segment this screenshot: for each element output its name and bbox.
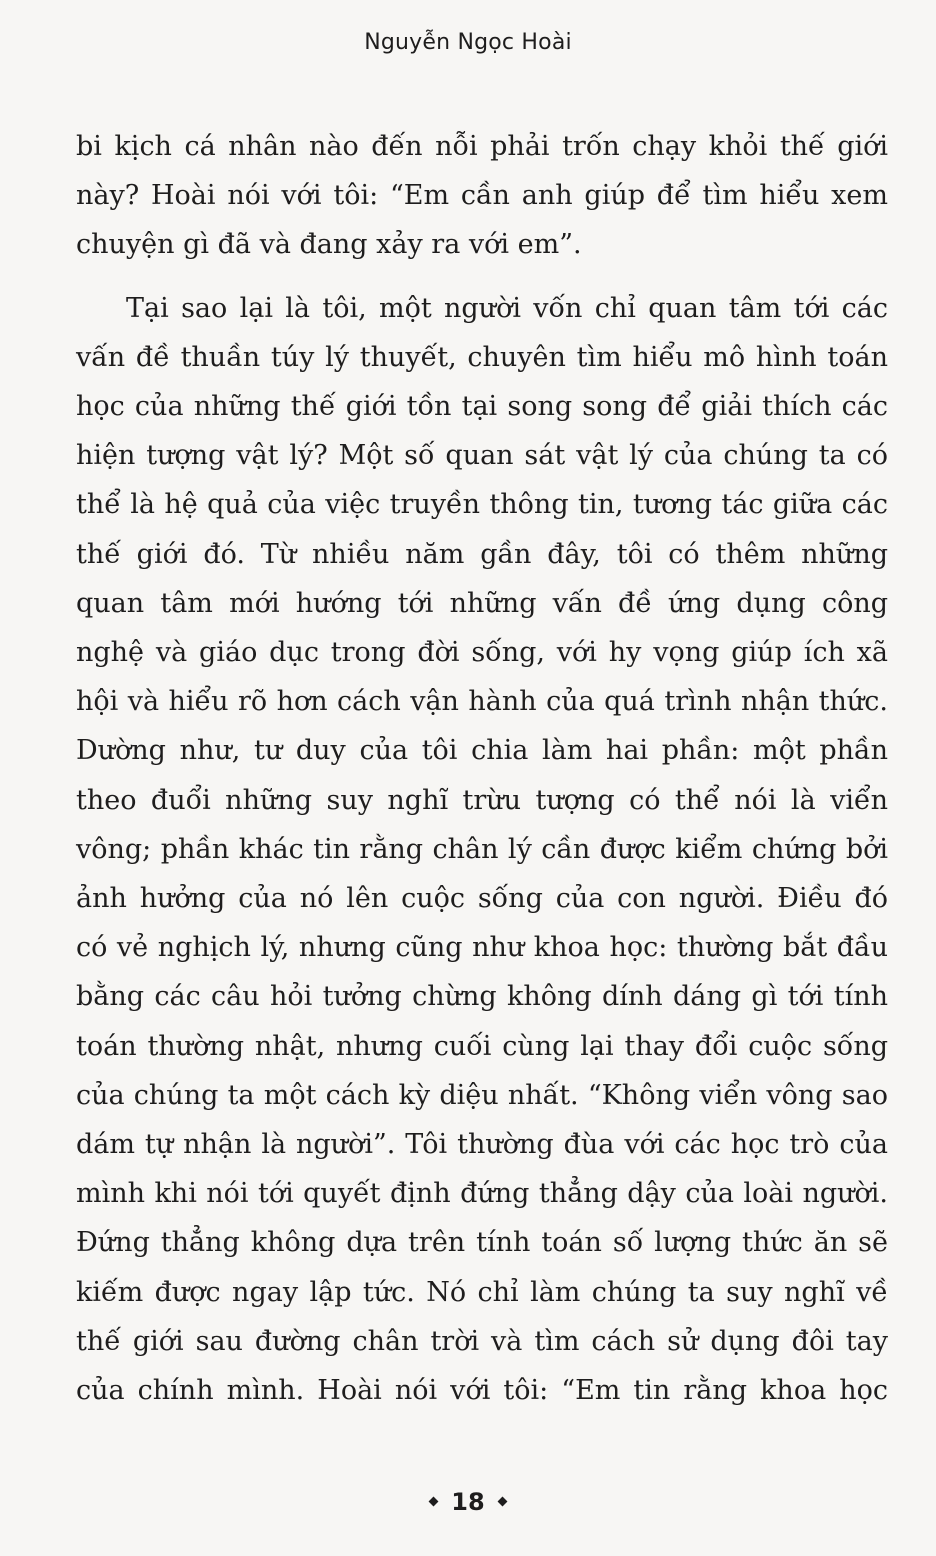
- text-line: chuyện gì đã và đang xảy ra với em”.: [76, 229, 582, 261]
- text-line: vông; phần khác tin rằng chân lý cần được kiểm chứng bởi: [76, 833, 888, 865]
- text-line: Đứng thẳng không dựa trên tính toán số lượng thức ăn sẽ: [76, 1227, 888, 1259]
- text-line: quan tâm mới hướng tới những vấn đề ứng dụng công: [76, 587, 888, 619]
- text-line: thế giới đó. Từ nhiều năm gần đây, tôi có thêm những: [76, 538, 888, 570]
- paragraph-gap: [76, 270, 888, 284]
- text-line: toán thường nhật, nhưng cuối cùng lại thay đổi cuộc sống: [76, 1030, 888, 1062]
- text-line: bi kịch cá nhân nào đến nỗi phải trốn chạy khỏi thế giới: [76, 131, 888, 162]
- text-line: có vẻ nghịch lý, nhưng cũng như khoa học: thường bắt đầu: [76, 932, 888, 964]
- text-line: Dường như, tư duy của tôi chia làm hai phần: một phần: [76, 735, 888, 767]
- text-line: ảnh hưởng của nó lên cuộc sống của con người. Điều đó: [76, 883, 888, 915]
- text-line: nghệ và giáo dục trong đời sống, với hy vọng giúp ích xã: [76, 637, 888, 669]
- text-line: của chúng ta một cách kỳ diệu nhất. “Không viển vông sao: [76, 1079, 888, 1111]
- diamond-ornament-icon: [429, 1496, 439, 1506]
- text-line: hiện tượng vật lý? Một số quan sát vật lý của chúng ta có: [76, 440, 888, 472]
- text-line: của chính mình. Hoài nói với tôi: “Em tin rằng khoa học: [76, 1375, 888, 1407]
- text-line: theo đuổi những suy nghĩ trừu tượng có thể nói là viển: [76, 784, 888, 816]
- text-line: vấn đề thuần túy lý thuyết, chuyên tìm hiểu mô hình toán: [76, 341, 888, 373]
- text-line: bằng các câu hỏi tưởng chừng không dính dáng gì tới tính: [76, 981, 888, 1013]
- text-line: thể là hệ quả của việc truyền thông tin, tương tác giữa các: [76, 489, 888, 521]
- text-line: này? Hoài nói với tôi: “Em cần anh giúp để tìm hiểu xem: [76, 180, 888, 212]
- running-header-author: Nguyễn Ngọc Hoài: [364, 30, 572, 55]
- text-line: mình khi nói tới quyết định đứng thẳng dậy của loài người.: [76, 1178, 888, 1210]
- text-line: kiếm được ngay lập tức. Nó chỉ làm chúng ta suy nghĩ về: [76, 1276, 888, 1308]
- text-line: thế giới sau đường chân trời và tìm cách sử dụng đôi tay: [76, 1325, 888, 1357]
- page-number: 18: [451, 1488, 485, 1516]
- page-footer: [0, 1488, 936, 1516]
- text-line: hội và hiểu rõ hơn cách vận hành của quá trình nhận thức.: [76, 686, 888, 718]
- body-text: [76, 122, 888, 1415]
- text-line: học của những thế giới tồn tại song song để giải thích các: [76, 391, 888, 423]
- text-line: dám tự nhận là người”. Tôi thường đùa với các học trò của: [76, 1129, 888, 1161]
- text-line: Tại sao lại là tôi, một người vốn chỉ quan tâm tới các: [126, 292, 888, 324]
- diamond-ornament-icon: [497, 1496, 507, 1506]
